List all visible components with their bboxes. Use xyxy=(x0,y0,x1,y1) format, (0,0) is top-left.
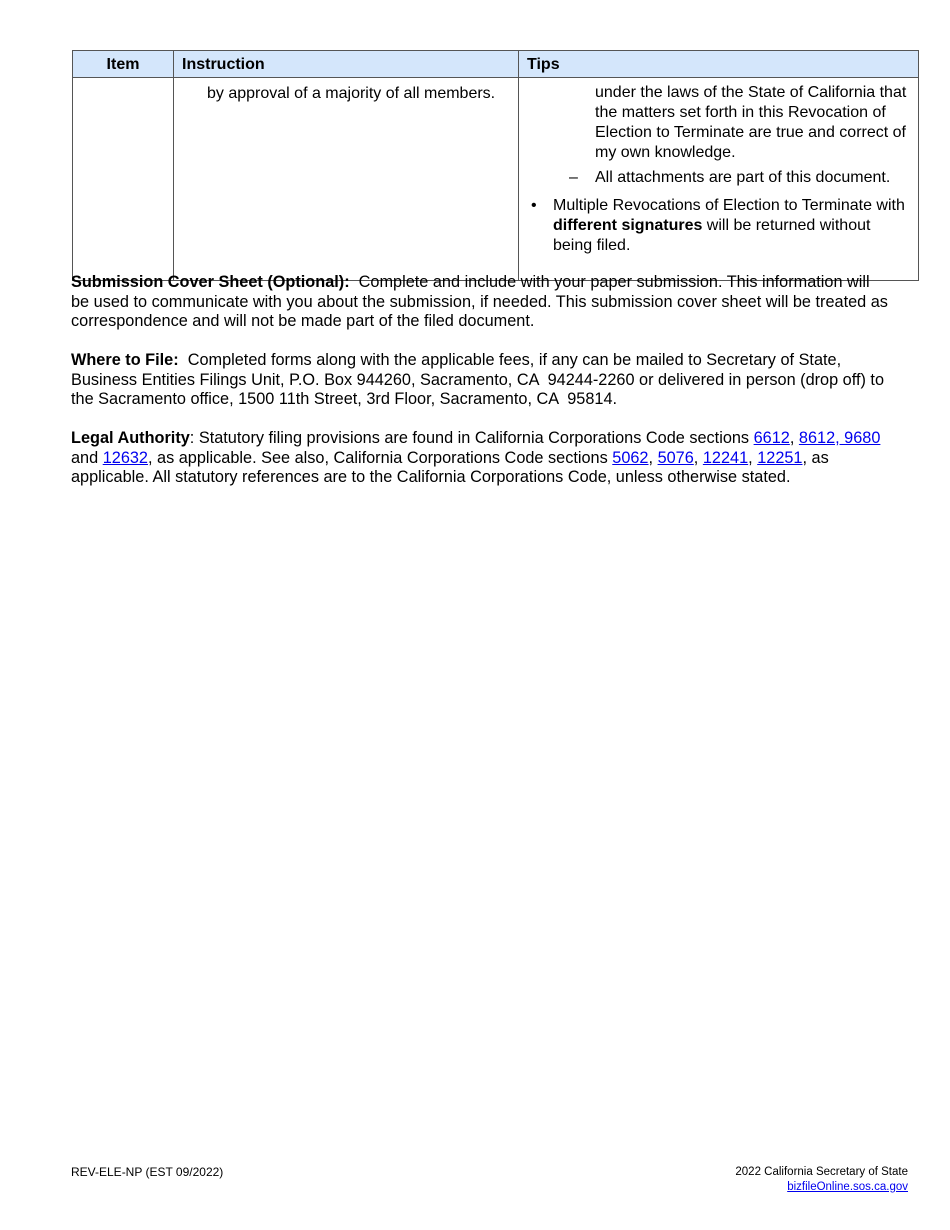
cover-sheet-paragraph xyxy=(71,273,891,332)
cover-sheet-heading: Submission Cover Sheet (Optional): xyxy=(71,273,350,291)
bullet-text-bold: different signatures xyxy=(553,217,703,234)
legal-text-6: , xyxy=(693,448,703,467)
legal-text-3: and xyxy=(71,448,103,467)
instruction-cell xyxy=(174,78,519,281)
dash-marker: – xyxy=(569,169,578,186)
section-12632-link[interactable]: 12632 xyxy=(102,448,148,467)
bullet-text-pre: Multiple Revocations of Election to Terminate with xyxy=(553,197,905,214)
legal-text-2: , xyxy=(789,429,799,447)
where-to-file-text: Completed forms along with the applicable fees, if any can be mailed to Secretary of State, Business Entities Filings Unit, P.O. Box 944260, Sacramento, CA 94244-2260 or delivered in person (drop off) to the Sacramento office, 1500 11th Street, 3rd Floor, Sacramento, CA 95814. xyxy=(71,351,889,408)
cover-sheet-text: Complete and include with your paper submission. This information will be used to communicate with you about the submission, if needed. This submission cover sheet will be treated as correspondence and will not be made part of the filed document. xyxy=(71,273,893,330)
legal-authority-heading: Legal Authority xyxy=(71,429,190,447)
column-header-tips: Tips xyxy=(519,51,919,78)
section-12241-link[interactable]: 12241 xyxy=(702,448,749,467)
legal-text-4: , as applicable. See also, California Corporations Code sections xyxy=(147,448,613,467)
bullet-list-item xyxy=(527,196,910,256)
dash-list-item xyxy=(527,168,910,188)
footer-right xyxy=(735,1165,908,1195)
website-link[interactable]: bizfileOnline.sos.ca.gov xyxy=(787,1181,908,1193)
table-row xyxy=(73,78,919,281)
bullet-text-post: will be returned without being filed. xyxy=(553,217,871,254)
legal-text-5: , xyxy=(648,448,658,467)
table-header-row xyxy=(73,51,919,78)
section-5062-link[interactable]: 5062 xyxy=(612,448,649,467)
where-to-file-heading: Where to File: xyxy=(71,351,179,369)
instructions-table xyxy=(72,50,919,281)
column-header-item: Item xyxy=(73,51,174,78)
column-header-instruction: Instruction xyxy=(174,51,519,78)
section-12251-link[interactable]: 12251 xyxy=(757,448,803,467)
copyright-text: 2022 California Secretary of State xyxy=(735,1166,908,1178)
section-6612-link[interactable]: 6612 xyxy=(753,429,790,447)
item-cell xyxy=(73,78,174,281)
where-to-file-paragraph xyxy=(71,351,891,410)
tips-cell xyxy=(519,78,919,281)
instruction-text: by approval of a majority of all members. xyxy=(207,85,496,102)
form-id: REV-ELE-NP (EST 09/2022) xyxy=(71,1165,224,1179)
dash-item-text: All attachments are part of this document. xyxy=(595,169,891,186)
tip-continuation-text: under the laws of the State of California that the matters set forth in this Revocation of Election to Terminate are true and correct of my own knowledge. xyxy=(595,84,907,161)
section-8612-9680-link[interactable]: 8612, 9680 xyxy=(798,429,881,447)
bullet-marker: • xyxy=(531,197,537,214)
legal-text-8: , as applicable. All statutory references are to the California Corporations Code, unless otherwise stated. xyxy=(71,448,829,486)
section-5076-link[interactable]: 5076 xyxy=(657,448,694,467)
legal-text-1: : Statutory filing provisions are found in California Corporations Code sections xyxy=(189,429,754,447)
legal-text-7: , xyxy=(748,448,758,467)
legal-authority-paragraph xyxy=(71,429,891,488)
